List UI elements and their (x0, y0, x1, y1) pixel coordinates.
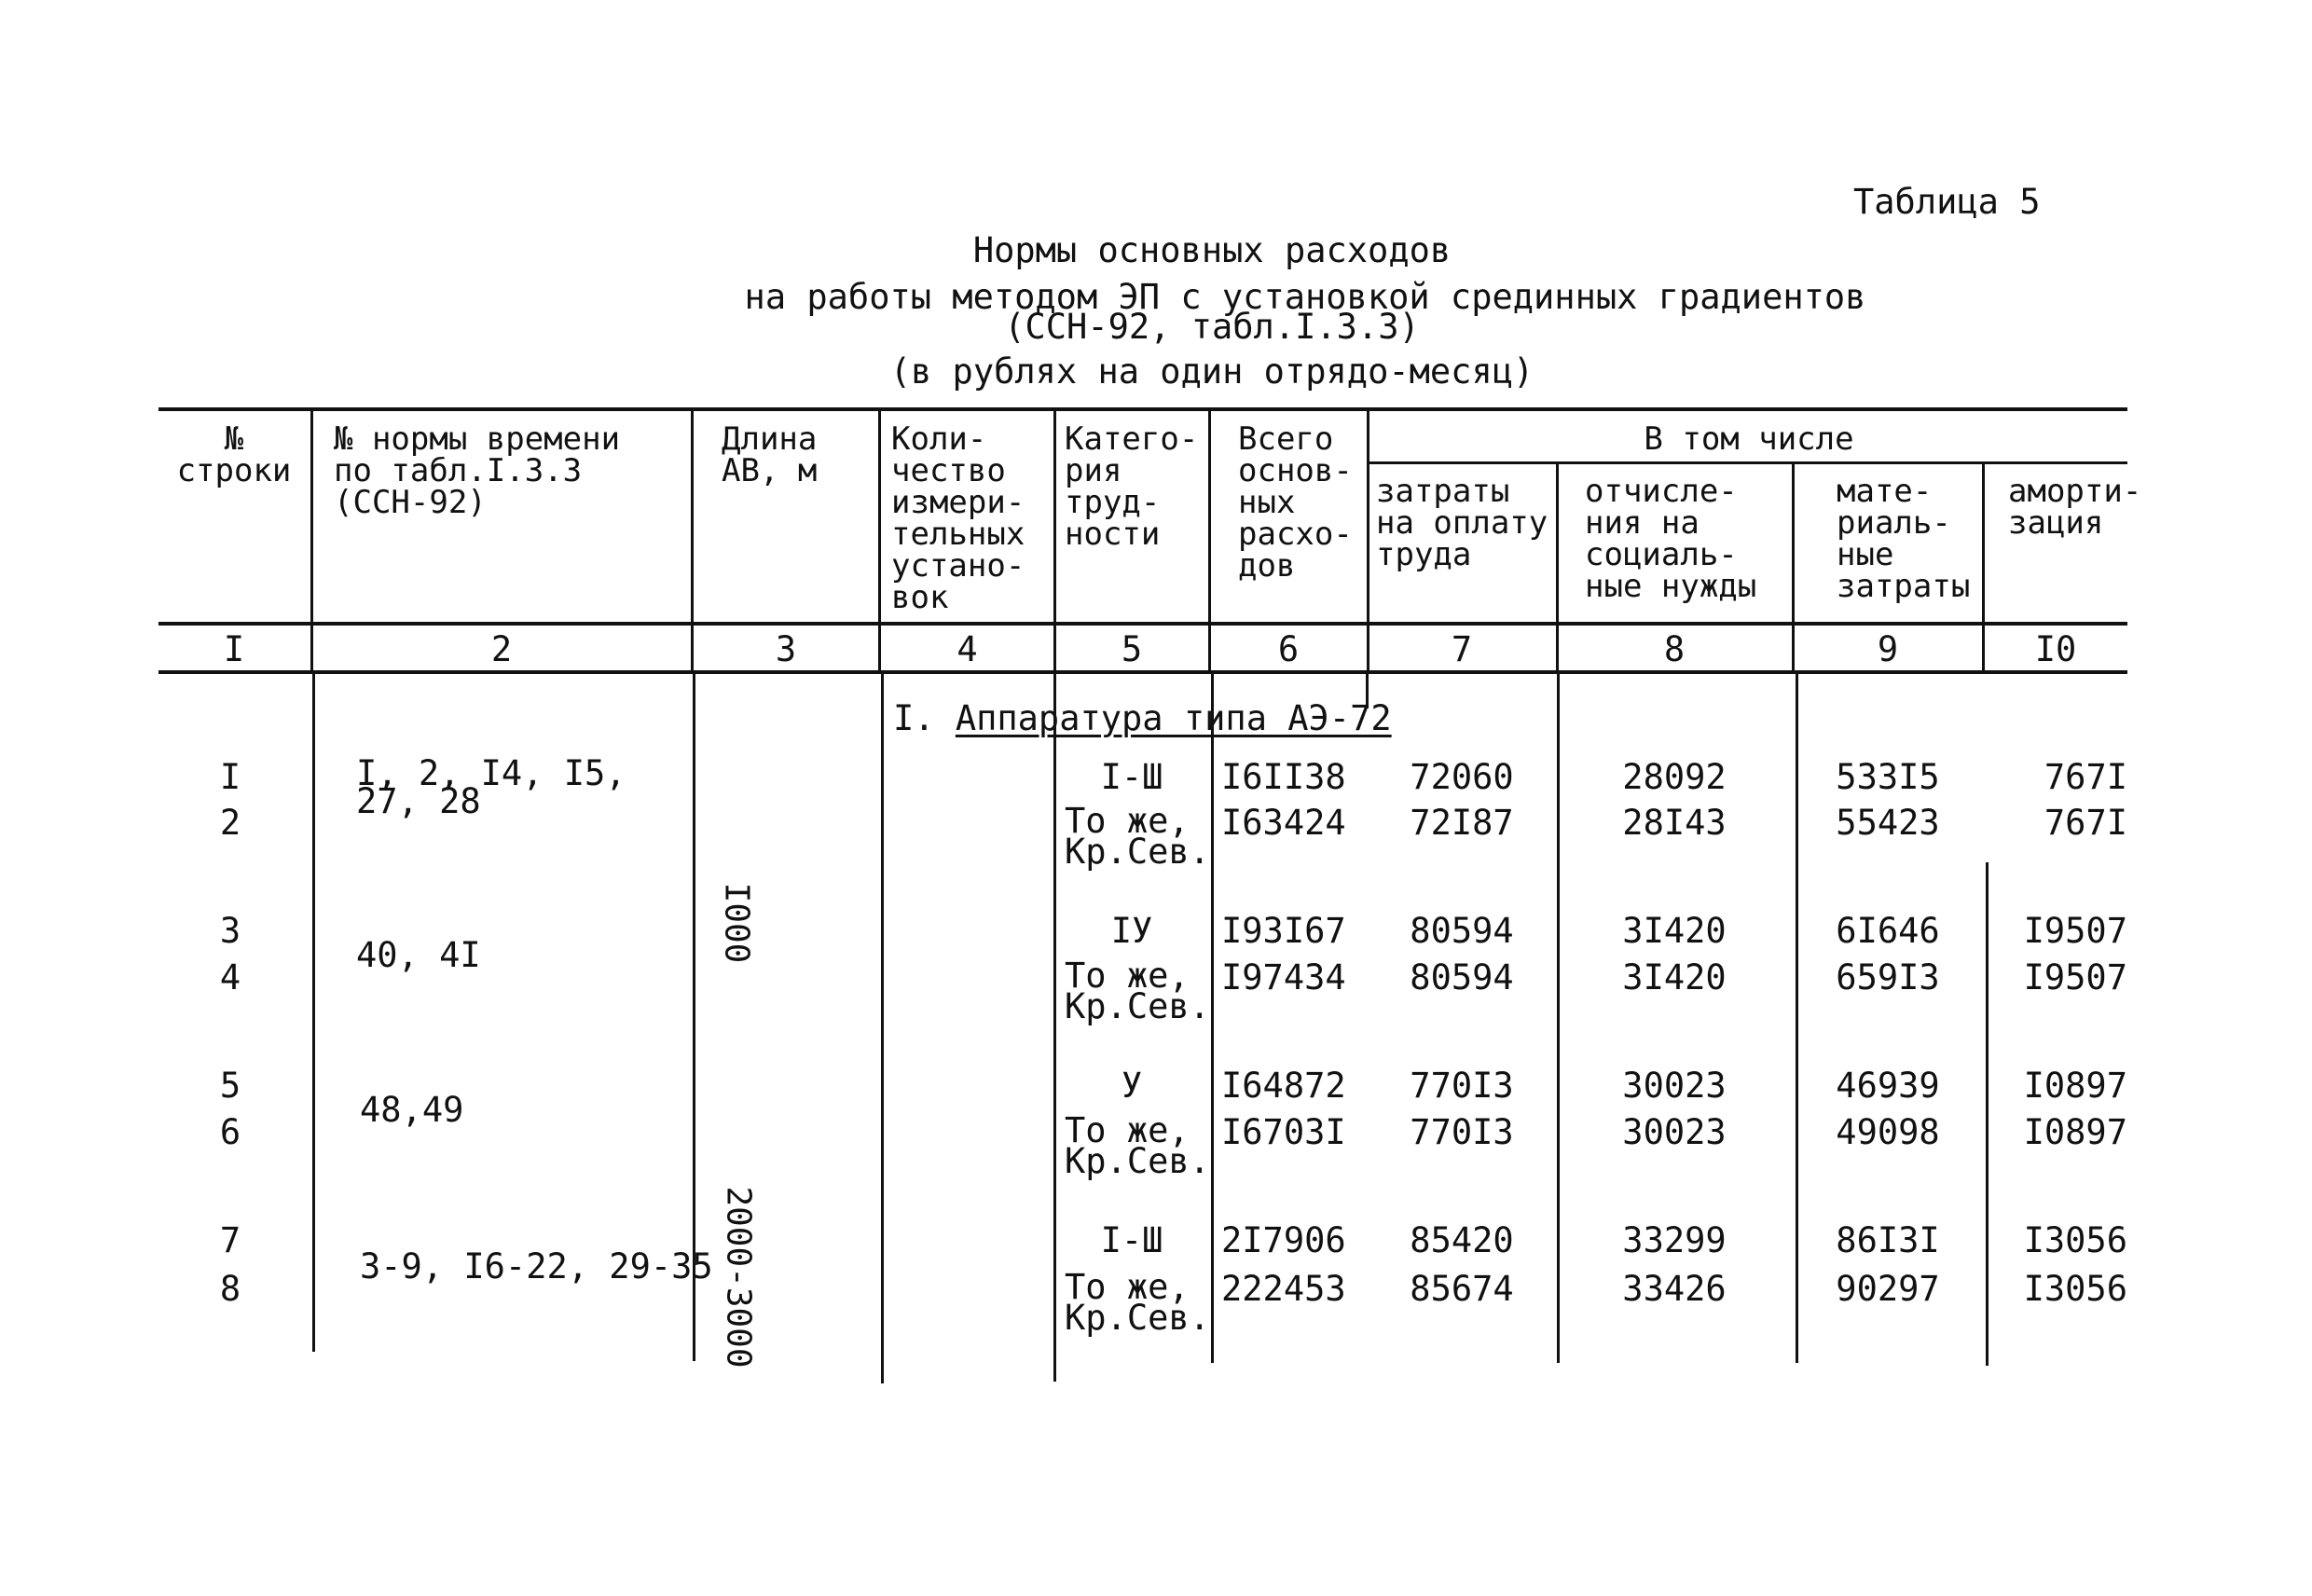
row-labor: 770I3 (1410, 1066, 1514, 1106)
header-amortization: аморти- зация (2008, 473, 2142, 542)
title-line-1: Нормы основных расходов (972, 230, 1452, 270)
row-amortization: I0897 (2023, 1112, 2127, 1152)
row-social: 30023 (1622, 1066, 1727, 1106)
row-category: I-Ш (1100, 1220, 1163, 1260)
row-social: 3I420 (1622, 957, 1727, 998)
header-bottom-rule (158, 622, 2127, 626)
header-category: Катего- рия труд- ности (1065, 420, 1199, 553)
row-labor: 72I87 (1410, 803, 1514, 843)
row-amortization: I3056 (2023, 1269, 2127, 1309)
row-social: 3I420 (1622, 911, 1727, 951)
title-line-2: на работы методом ЭП с установкой срединных градиентов (744, 277, 1866, 317)
row-number: I (219, 757, 241, 797)
row-total: I6II38 (1221, 757, 1346, 797)
row-social: 30023 (1622, 1112, 1727, 1152)
colnum-10: I0 (2034, 629, 2077, 669)
row-total: I6703I (1221, 1112, 1346, 1152)
row-labor: 770I3 (1410, 1112, 1514, 1152)
colnum-5: 5 (1121, 629, 1143, 669)
section-title-text: Аппаратура типа АЭ-72 (955, 698, 1392, 738)
row-amortization: I9507 (2023, 957, 2127, 998)
title-line-4: (в рублях на один отрядо-месяц) (889, 351, 1534, 392)
row-total: 222453 (1221, 1269, 1346, 1309)
colnum-3: 3 (775, 629, 797, 669)
header-group: В том числе (1644, 420, 1854, 458)
table-top-rule (158, 407, 2127, 411)
row-material: 659I3 (1836, 957, 1940, 998)
row-category: У (1121, 1066, 1143, 1106)
vrule-b-5 (1211, 673, 1214, 1363)
row-labor: 85674 (1410, 1269, 1514, 1309)
row-amortization: 767I (2044, 803, 2127, 843)
vrule-b-1 (312, 673, 315, 1352)
norm-group-1: I, 2, I4, I5, 27, 28 (356, 753, 626, 821)
row-amortization: I0897 (2023, 1066, 2127, 1106)
row-number: 2 (219, 803, 241, 843)
row-amortization: I3056 (2023, 1220, 2127, 1260)
header-row-number: № строки (176, 420, 292, 489)
row-amortization: 767I (2044, 757, 2127, 797)
row-total: 2I7906 (1221, 1220, 1346, 1260)
row-number: 4 (219, 957, 241, 998)
group-header-rule (1369, 461, 2127, 464)
row-total: I97434 (1221, 957, 1346, 998)
row-material: 55423 (1836, 803, 1940, 843)
table-label: Таблица 5 (1853, 182, 2041, 222)
row-material: 86I3I (1836, 1220, 1940, 1260)
section-title-prefix: I. (893, 698, 956, 738)
row-labor: 72060 (1410, 757, 1514, 797)
colnum-4: 4 (956, 629, 978, 669)
norm-group-3: 48,49 (360, 1090, 464, 1130)
row-amortization: I9507 (2023, 911, 2127, 951)
row-social: 33299 (1622, 1220, 1727, 1260)
header-norm-number: № нормы времени по табл.I.3.3 (ССН-92) (334, 420, 621, 521)
colnum-8: 8 (1663, 629, 1686, 669)
row-number: 7 (219, 1220, 241, 1260)
colnum-2: 2 (490, 629, 513, 669)
row-total: I93I67 (1221, 911, 1346, 951)
vrule-b-3 (881, 673, 884, 1383)
row-total: I64872 (1221, 1066, 1346, 1106)
header-install-count: Коли- чество измери- тельных устано- вок (891, 420, 1025, 616)
norm-group-2: 40, 4I (356, 935, 481, 975)
title-line-3: (ССН-92, табл.I.3.3) (1004, 307, 1420, 347)
row-number: 6 (219, 1112, 241, 1152)
row-number: 5 (219, 1066, 241, 1106)
length-group-2: 2000-3000 (719, 1186, 758, 1369)
row-labor: 85420 (1410, 1220, 1514, 1260)
row-material: 6I646 (1836, 911, 1940, 951)
header-labor: затраты на оплату труда (1376, 473, 1548, 573)
header-material: мате- риаль- ные затраты (1837, 473, 1971, 605)
row-material: 49098 (1836, 1112, 1940, 1152)
header-total: Всего основ- ных расхо- дов (1238, 420, 1353, 585)
row-number: 8 (219, 1269, 241, 1309)
row-category: То же, Кр.Сев. (1065, 1267, 1210, 1338)
row-category: IУ (1110, 911, 1153, 951)
row-social: 33426 (1622, 1269, 1727, 1309)
section-title (893, 698, 1392, 738)
row-labor: 80594 (1410, 911, 1514, 951)
row-material: 46939 (1836, 1066, 1940, 1106)
row-total: I63424 (1221, 803, 1346, 843)
row-social: 28I43 (1622, 803, 1727, 843)
row-category: То же, Кр.Сев. (1065, 1110, 1210, 1181)
norm-group-4: 3-9, I6-22, 29-35 (360, 1246, 713, 1286)
row-category: То же, Кр.Сев. (1065, 801, 1210, 872)
row-social: 28092 (1622, 757, 1727, 797)
header-social: отчисле- ния на социаль- ные нужды (1585, 473, 1757, 605)
row-category: То же, Кр.Сев. (1065, 956, 1210, 1026)
colnum-1: I (223, 629, 245, 669)
row-labor: 80594 (1410, 957, 1514, 998)
colnum-9: 9 (1877, 629, 1899, 669)
colnum-6: 6 (1277, 629, 1300, 669)
colnum-7: 7 (1451, 629, 1473, 669)
row-material: 533I5 (1836, 757, 1940, 797)
row-material: 90297 (1836, 1269, 1940, 1309)
length-group-1: I000 (717, 882, 756, 964)
colnum-bottom-rule (158, 670, 2127, 674)
header-length: Длина АВ, м (722, 420, 818, 489)
row-category: I-Ш (1100, 757, 1163, 797)
row-number: 3 (219, 911, 241, 951)
